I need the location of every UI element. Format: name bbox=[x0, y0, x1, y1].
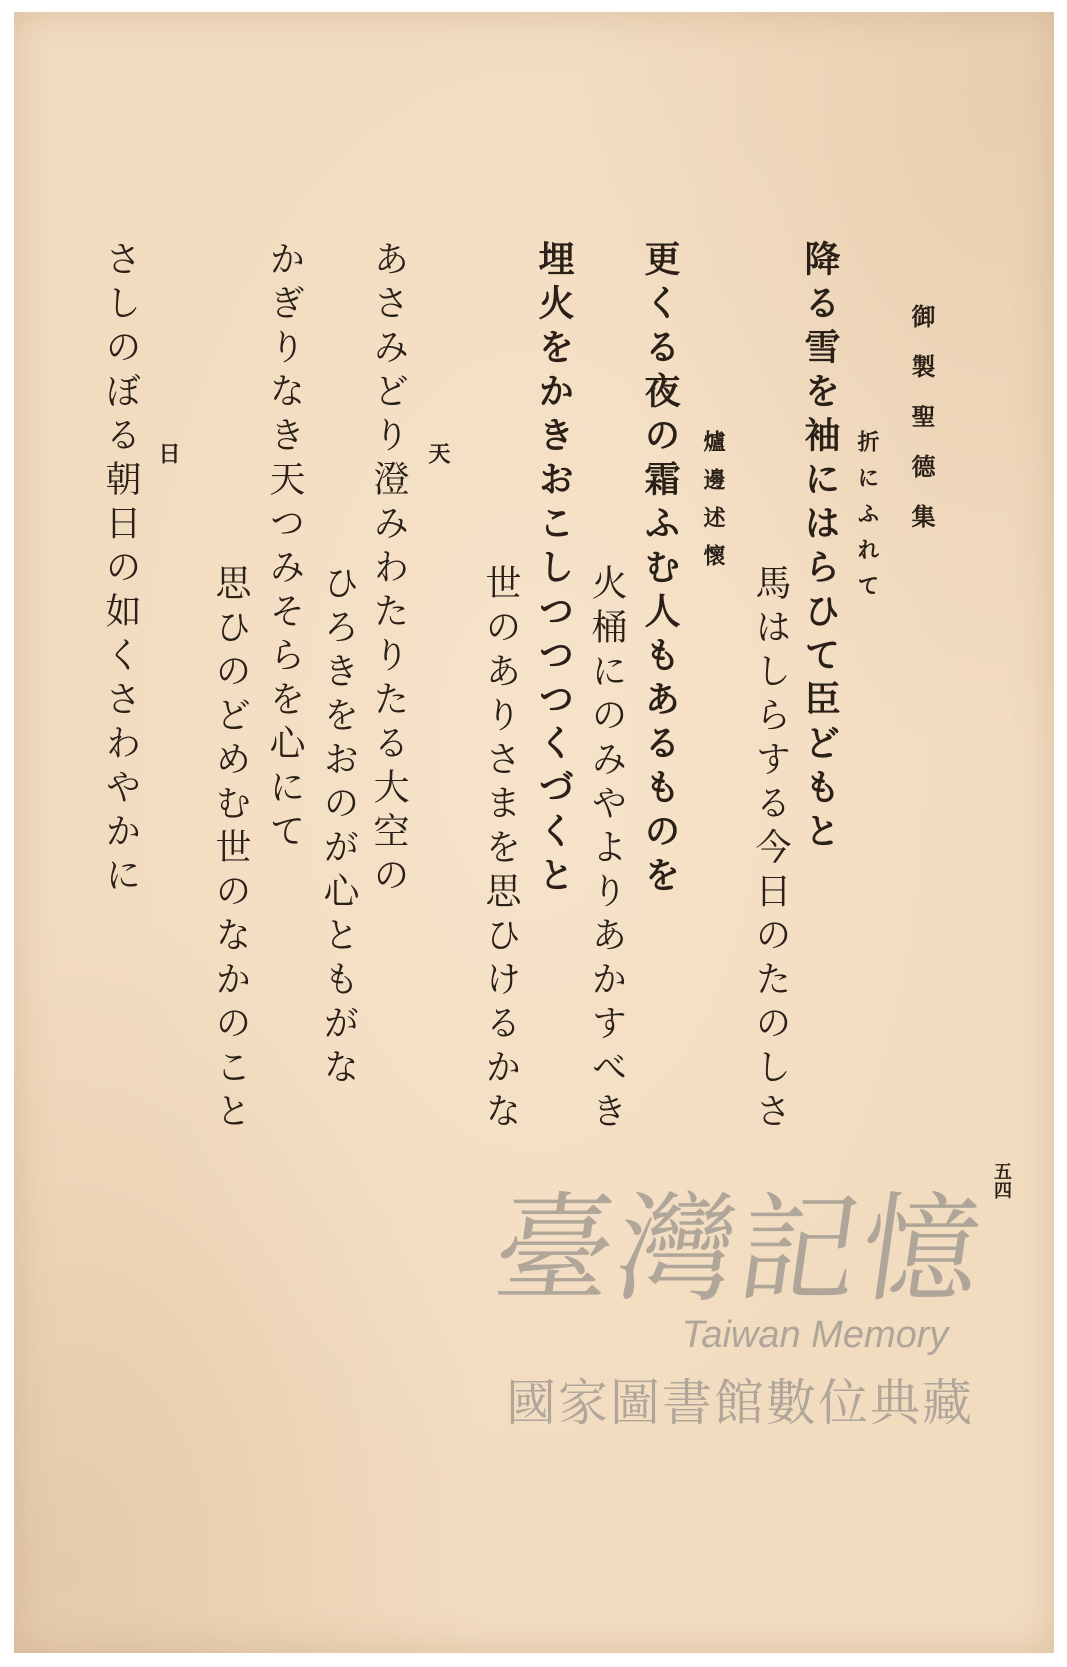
watermark-subtitle: Taiwan Memory bbox=[681, 1314, 949, 1356]
verse-line: 馬はしらする今日のたのしさ bbox=[750, 564, 791, 1136]
page-number: 五四 bbox=[991, 1162, 1012, 1200]
verse-line: 世のありさまを思ひけるかな bbox=[480, 564, 521, 1136]
section-title-hi: 日 bbox=[155, 442, 181, 464]
verse-line: 火桶にのみやよりあかすべき bbox=[586, 564, 627, 1136]
verse-line: かぎりなき天つみそらを心にて bbox=[264, 240, 305, 856]
verse-line: さしのぼる朝日の如くさわやかに bbox=[100, 240, 141, 900]
verse-line: ひろきをおのが心ともがな bbox=[318, 564, 359, 1092]
section-title-robenjukkai: 爐邊述懷 bbox=[700, 430, 726, 582]
book-title-header: 御製聖德集 bbox=[907, 304, 936, 554]
section-title-ten: 天 bbox=[425, 442, 451, 464]
section-title-orinifurete: 折にふれて bbox=[854, 430, 880, 610]
verse-line: 降る雪を袖にはらひて臣どもと bbox=[799, 240, 841, 856]
verse-line: あさみどり澄みわたりたる大空の bbox=[368, 240, 409, 900]
verse-line: 思ひのどめむ世のなかのこと bbox=[210, 564, 251, 1136]
watermark-title: 臺灣記憶 bbox=[486, 1180, 994, 1318]
verse-line: 更くる夜の霜ふむ人もあるものを bbox=[639, 240, 681, 900]
watermark-institution: 國家圖書館數位典藏 bbox=[506, 1374, 974, 1432]
verse-line: 埋火をかきおこしつつつくづくと bbox=[533, 240, 575, 900]
